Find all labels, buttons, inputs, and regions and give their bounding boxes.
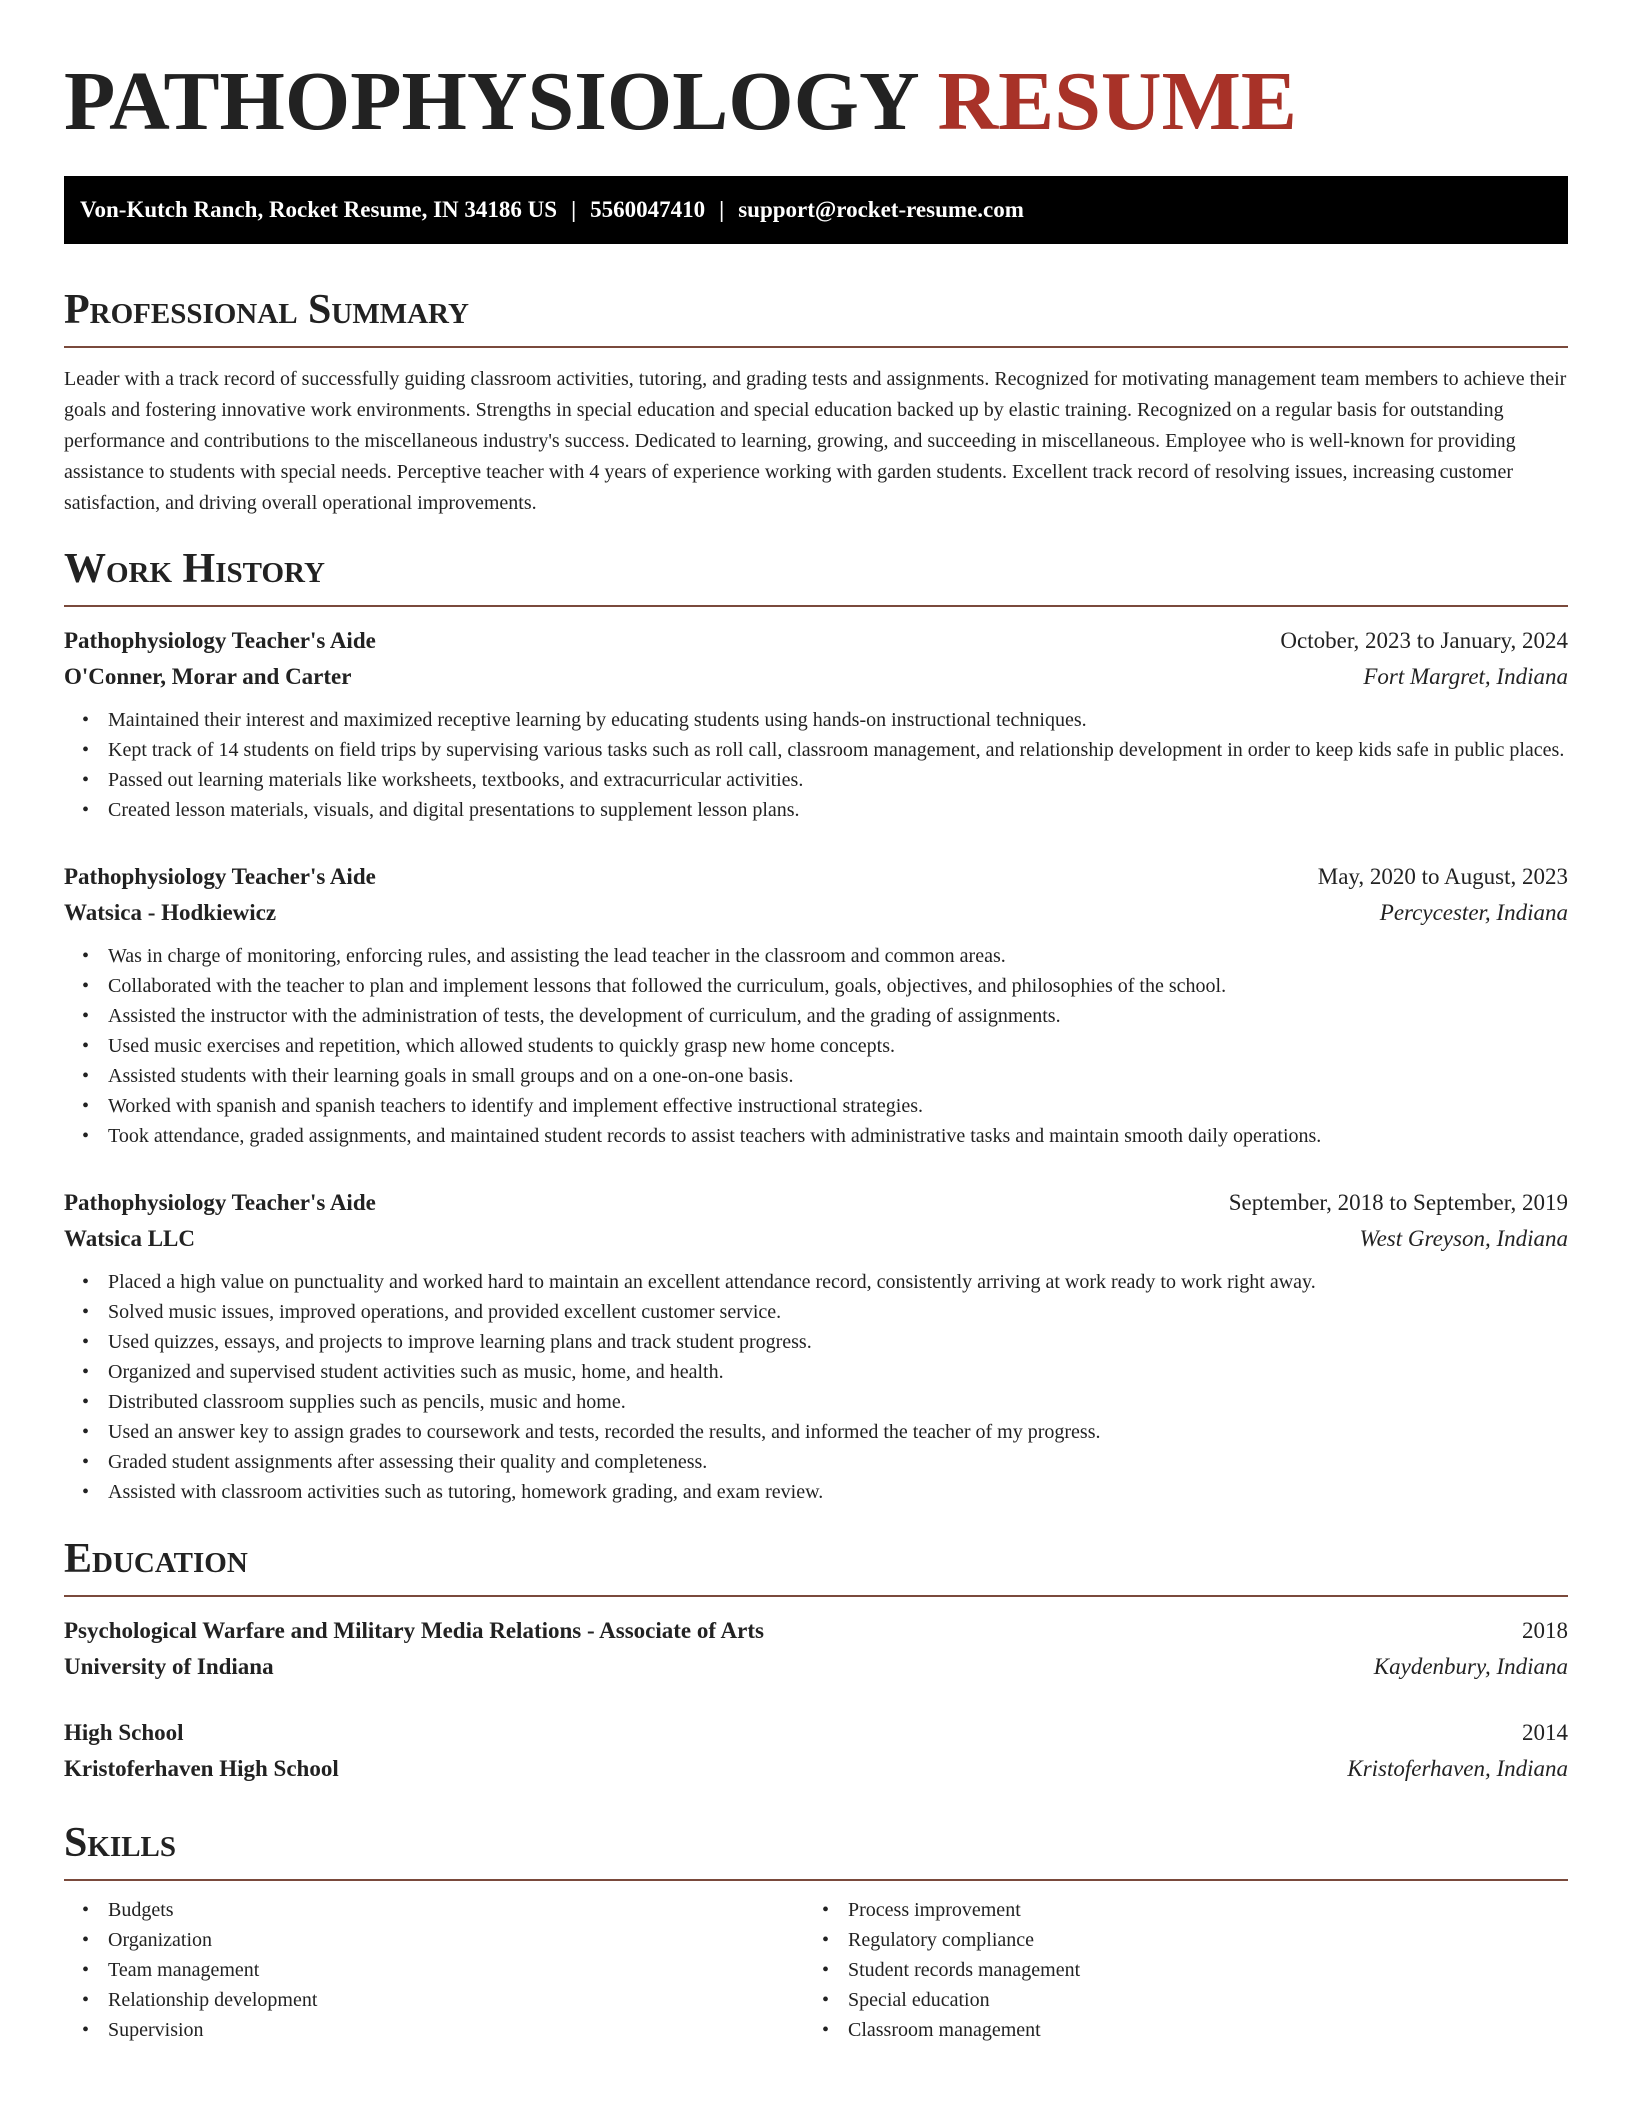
job-company-row [64,895,1568,931]
job-header-row [64,623,1568,659]
page-title [64,0,1568,152]
job-dates: October, 2023 to January, 2024 [1280,628,1568,653]
summary-heading: Professional Summary [64,284,1568,348]
job-bullet: • Passed out learning materials like worksheets, textbooks, and extracurricular activities. [108,765,1568,795]
title-main: PATHOPHYSIOLOGY [64,55,917,148]
job-bullet: • Kept track of 14 students on field trips by supervising various tasks such as roll call, classroom management, and relationship development in order to keep kids safe in public places. [108,735,1568,765]
education-location: Kaydenbury, Indiana [1373,1654,1568,1679]
contact-separator: | [571,197,577,222]
job-bullets [64,705,1568,825]
job-bullet: • Took attendance, graded assignments, and maintained student records to assist teachers with administrative tasks and maintain smooth daily operations. [108,1121,1568,1151]
skill-item: • Special education [848,1985,1544,2015]
contact-email[interactable]: support@rocket-resume.com [738,197,1024,222]
job-bullet: • Distributed classroom supplies such as pencils, music and home. [108,1387,1568,1417]
education-year: 2018 [1522,1618,1568,1643]
job-bullet: • Graded student assignments after assessing their quality and completeness. [108,1447,1568,1477]
job-bullet: • Created lesson materials, visuals, and digital presentations to supplement lesson plans. [108,795,1568,825]
education-year: 2014 [1522,1720,1568,1745]
education-heading: Education [64,1533,1568,1597]
skills-section [64,1817,1568,2045]
work-history-heading: Work History [64,543,1568,607]
contact-bar [64,176,1568,244]
skill-item: • Budgets [108,1895,804,1925]
job-entry [64,623,1568,825]
skills-list [804,1895,1544,2045]
skill-item: • Process improvement [848,1895,1544,1925]
job-bullets [64,1267,1568,1507]
skill-item: • Team management [108,1955,804,1985]
education-location: Kristoferhaven, Indiana [1347,1756,1568,1781]
job-location: Percycester, Indiana [1379,900,1568,925]
job-bullet: • Used quizzes, essays, and projects to improve learning plans and track student progress. [108,1327,1568,1357]
job-title: Pathophysiology Teacher's Aide [64,864,376,889]
job-header-row [64,859,1568,895]
job-company: O'Conner, Morar and Carter [64,664,352,689]
education-entry [64,1715,1568,1787]
education-header-row [64,1715,1568,1751]
job-bullet: • Was in charge of monitoring, enforcing rules, and assisting the lead teacher in the classroom and common areas. [108,941,1568,971]
job-title: Pathophysiology Teacher's Aide [64,1190,376,1215]
job-bullet: • Organized and supervised student activities such as music, home, and health. [108,1357,1568,1387]
contact-separator: | [719,197,725,222]
education-header-row [64,1613,1568,1649]
skill-item: • Organization [108,1925,804,1955]
education-school-row [64,1649,1568,1685]
job-entry [64,859,1568,1151]
job-title: Pathophysiology Teacher's Aide [64,628,376,653]
job-company-row [64,1221,1568,1257]
education-school: Kristoferhaven High School [64,1756,339,1781]
job-bullet: • Assisted with classroom activities such as tutoring, homework grading, and exam review. [108,1477,1568,1507]
job-company-row [64,659,1568,695]
job-dates: September, 2018 to September, 2019 [1228,1190,1568,1215]
contact-phone[interactable]: 5560047410 [590,197,706,222]
education-entry [64,1613,1568,1685]
skill-item: • Regulatory compliance [848,1925,1544,1955]
job-company: Watsica - Hodkiewicz [64,900,277,925]
job-bullet: • Placed a high value on punctuality and worked hard to maintain an excellent attendance record, consistently arriving at work ready to work right away. [108,1267,1568,1297]
job-bullet: • Assisted the instructor with the administration of tests, the development of curriculum, and the grading of assignments. [108,1001,1568,1031]
job-bullet: • Used music exercises and repetition, which allowed students to quickly grasp new home concepts. [108,1031,1568,1061]
job-bullet: • Used an answer key to assign grades to coursework and tests, recorded the results, and informed the teacher of my progress. [108,1417,1568,1447]
summary-text: Leader with a track record of successfully guiding classroom activities, tutoring, and grading tests and assignments. Recognized for motivating management team members to achieve their goals and fostering innovative work environments. Strengths in special education and special education backed up by elastic training. Recognized on a regular basis for outstanding performance and contributions to the miscellaneous industry's success. Dedicated to learning, growing, and succeeding in miscellaneous. Employee who is well-known for providing assistance to students with special needs. Perceptive teacher with 4 years of experience working with garden students. Excellent track record of resolving issues, increasing customer satisfaction, and driving overall operational improvements. [64,368,1567,514]
skill-item: • Relationship development [108,1985,804,2015]
job-company: Watsica LLC [64,1226,195,1251]
contact-address: Von-Kutch Ranch, Rocket Resume, IN 34186 US [80,197,558,222]
title-accent: RESUME [937,55,1297,148]
job-bullets [64,941,1568,1151]
education-school: University of Indiana [64,1654,274,1679]
skill-item: • Student records management [848,1955,1544,1985]
job-bullet: • Worked with spanish and spanish teachers to identify and implement effective instructional strategies. [108,1091,1568,1121]
skills-list [64,1895,804,2045]
job-dates: May, 2020 to August, 2023 [1317,864,1568,889]
skills-grid [64,1895,1568,2045]
job-entry [64,1185,1568,1507]
job-location: West Greyson, Indiana [1359,1226,1568,1251]
skill-item: • Classroom management [848,2015,1544,2045]
job-location: Fort Margret, Indiana [1363,664,1568,689]
skills-column-left [64,1895,804,2045]
job-bullet: • Solved music issues, improved operations, and provided excellent customer service. [108,1297,1568,1327]
education-school-row [64,1751,1568,1787]
education-degree: High School [64,1720,184,1745]
job-bullet: • Maintained their interest and maximized receptive learning by educating students using hands-on instructional techniques. [108,705,1568,735]
summary-section [64,284,1568,519]
work-history-section [64,543,1568,1507]
education-degree: Psychological Warfare and Military Media Relations - Associate of Arts [64,1618,764,1643]
resume-page [64,0,1568,2045]
skill-item: • Supervision [108,2015,804,2045]
job-bullet: • Collaborated with the teacher to plan and implement lessons that followed the curriculum, goals, objectives, and philosophies of the school. [108,971,1568,1001]
job-header-row [64,1185,1568,1221]
education-section [64,1533,1568,1787]
skills-column-right [804,1895,1544,2045]
job-bullet: • Assisted students with their learning goals in small groups and on a one-on-one basis. [108,1061,1568,1091]
skills-heading: Skills [64,1817,1568,1881]
